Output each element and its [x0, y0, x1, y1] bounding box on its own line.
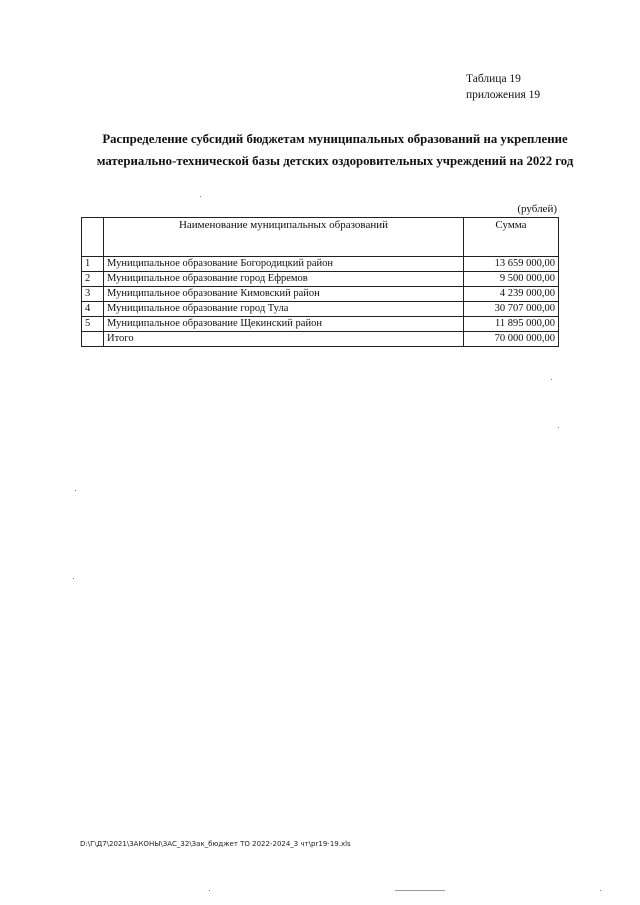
- row-number: 1: [82, 257, 104, 272]
- scan-speck: [200, 196, 201, 197]
- row-number: 2: [82, 272, 104, 287]
- scan-speck: [73, 578, 74, 579]
- scan-speck: [600, 890, 601, 891]
- title-line-1: Распределение субсидий бюджетам муниципальных образований на укрепление: [102, 132, 568, 146]
- appendix-number: приложения 19: [466, 89, 541, 101]
- unit-label: (рублей): [517, 203, 557, 215]
- row-sum: 9 500 000,00: [464, 272, 559, 287]
- document-title: [70, 128, 600, 172]
- row-name: Муниципальное образование город Ефремов: [104, 272, 464, 287]
- column-header-sum: Сумма: [464, 218, 559, 257]
- table-row: [82, 257, 559, 272]
- scan-speck: [558, 427, 559, 428]
- scan-speck: [395, 890, 445, 891]
- scan-speck: [209, 890, 210, 891]
- scan-speck: [551, 379, 552, 380]
- subsidy-table: [81, 217, 559, 347]
- total-label: Итого: [104, 332, 464, 347]
- row-sum: 13 659 000,00: [464, 257, 559, 272]
- table-row: [82, 302, 559, 317]
- row-name: Муниципальное образование Кимовский район: [104, 287, 464, 302]
- file-path-footer: D:\Г\Д7\2021\ЗАКОНЫ\ЗАС_32\Зак_бюджет ТО 2022-2024_3 чт\pr19-19.xls: [80, 840, 351, 848]
- row-sum: 4 239 000,00: [464, 287, 559, 302]
- row-number: 4: [82, 302, 104, 317]
- title-line-2: материально-технической базы детских оздоровительных учреждений на 2022 год: [96, 154, 574, 168]
- table-row: [82, 317, 559, 332]
- table-number: Таблица 19: [466, 73, 521, 85]
- row-sum: 30 707 000,00: [464, 302, 559, 317]
- total-sum: 70 000 000,00: [464, 332, 559, 347]
- table-row: [82, 272, 559, 287]
- total-number-cell: [82, 332, 104, 347]
- row-name: Муниципальное образование Богородицкий район: [104, 257, 464, 272]
- row-name: Муниципальное образование город Тула: [104, 302, 464, 317]
- column-header-number: [82, 218, 104, 257]
- scan-speck: [75, 490, 76, 491]
- row-number: 5: [82, 317, 104, 332]
- row-number: 3: [82, 287, 104, 302]
- row-sum: 11 895 000,00: [464, 317, 559, 332]
- total-row: [82, 332, 559, 347]
- row-name: Муниципальное образование Щекинский район: [104, 317, 464, 332]
- table-reference: [466, 71, 540, 103]
- table-row: [82, 287, 559, 302]
- table-header-row: [82, 218, 559, 257]
- column-header-name: Наименование муниципальных образований: [104, 218, 464, 257]
